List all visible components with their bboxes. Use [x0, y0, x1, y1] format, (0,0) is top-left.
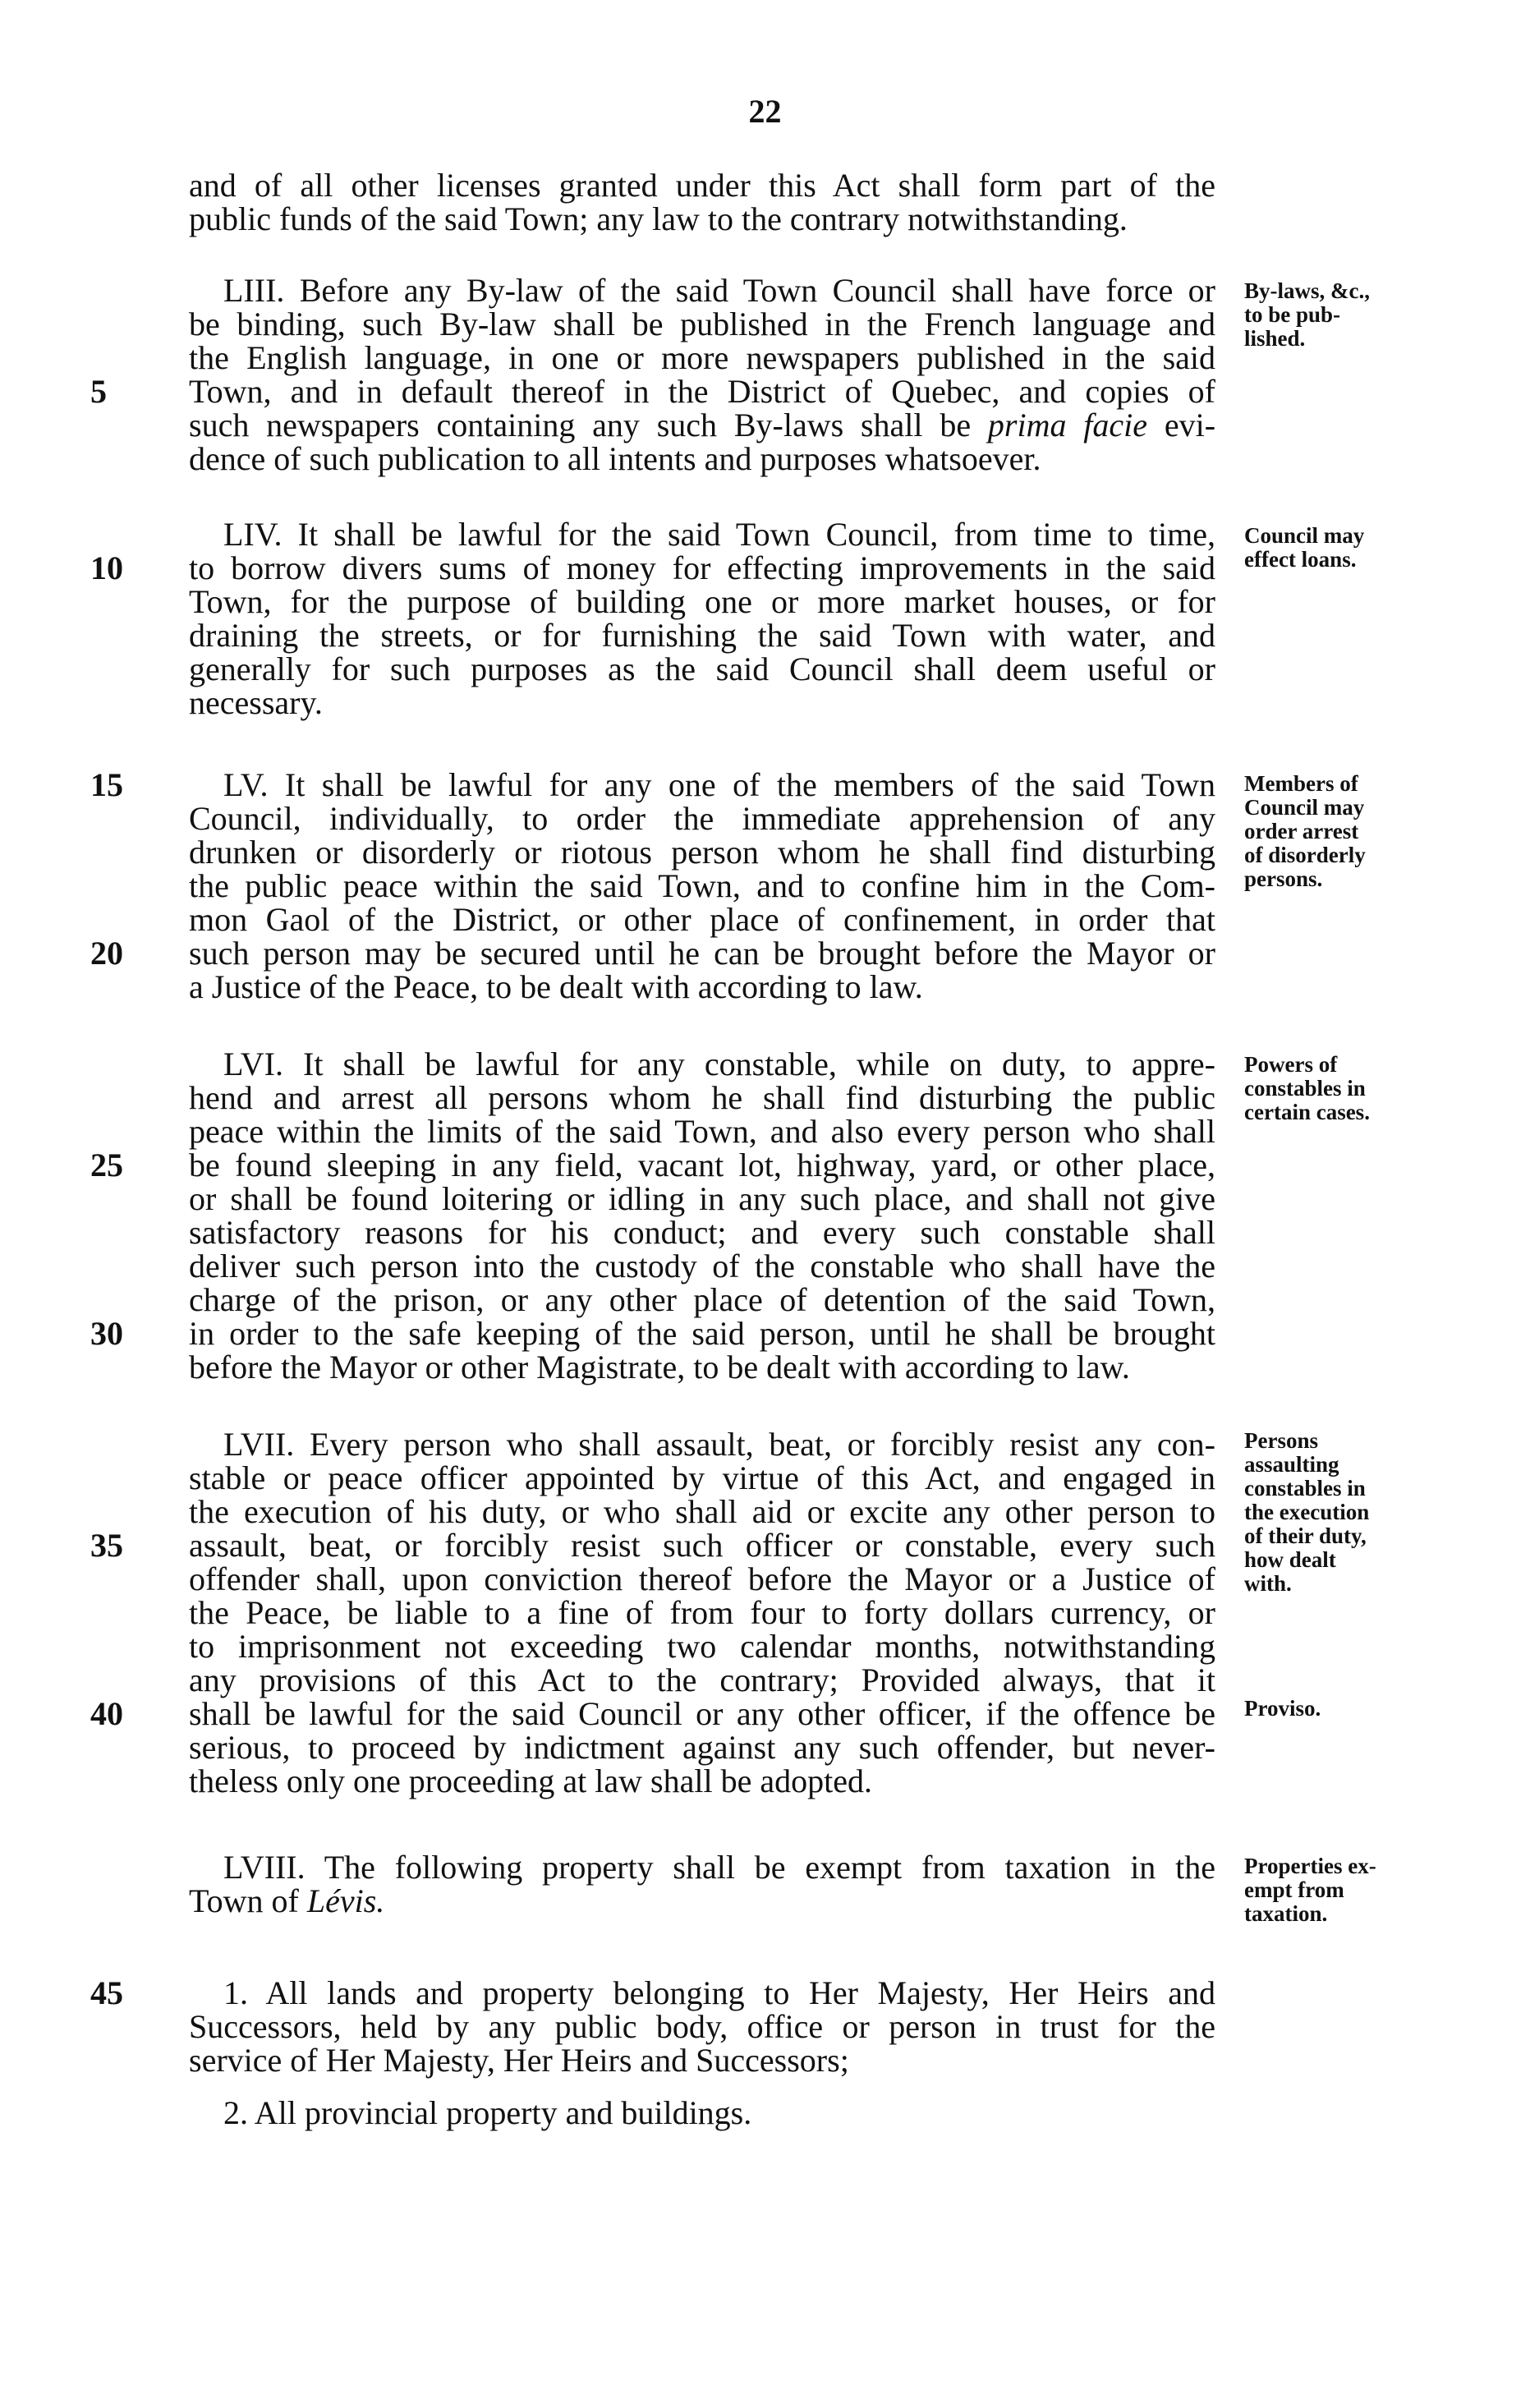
- italic-term: Lévis.: [306, 1882, 385, 1919]
- text-line: the public peace within the said Town, and to confine him in the Com-: [189, 867, 1215, 904]
- text-segment: evi-: [1164, 407, 1216, 443]
- text-line: a Justice of the Peace, to be dealt with according to law.: [189, 968, 923, 1005]
- note-line: to be pub-: [1244, 302, 1341, 327]
- line-number: 40: [90, 1695, 123, 1732]
- text-line: be binding, such By-law shall be published in the French language and: [189, 306, 1215, 342]
- text-line: and of all other licenses granted under this Act shall form part of the: [189, 167, 1215, 204]
- note-line: with.: [1244, 1571, 1292, 1596]
- text-line: hend and arrest all persons whom he shall find disturbing the public: [189, 1079, 1215, 1116]
- line-number: 35: [90, 1527, 123, 1564]
- note-line: assaulting: [1244, 1452, 1339, 1477]
- note-line: Properties ex-: [1244, 1854, 1376, 1878]
- note-line: the execution: [1244, 1500, 1370, 1524]
- note-line: persons.: [1244, 866, 1323, 891]
- text-line: the Peace, be liable to a fine of from four to forty dollars currency, or: [189, 1594, 1215, 1631]
- note-line: constables in: [1244, 1076, 1366, 1101]
- text-line: public funds of the said Town; any law to the contrary notwithstanding.: [189, 200, 1128, 237]
- text-line: LV. It shall be lawful for any one of the members of the said Town: [223, 766, 1215, 803]
- note-line: empt from: [1244, 1877, 1344, 1902]
- note-line: lished.: [1244, 326, 1306, 351]
- text-line: such person may be secured until he can be brought before the Mayor or: [189, 935, 1215, 972]
- note-line: how dealt: [1244, 1547, 1336, 1572]
- note-line: Proviso.: [1244, 1696, 1321, 1721]
- text-line: necessary.: [189, 684, 323, 721]
- line-number: 45: [90, 1974, 123, 2011]
- text-line: serious, to proceed by indictment against any such offender, but never-: [189, 1729, 1215, 1766]
- text-line: the English language, in one or more newspapers published in the said: [189, 339, 1215, 376]
- text-line: service of Her Majesty, Her Heirs and Successors;: [189, 2042, 849, 2079]
- text-line: satisfactory reasons for his conduct; and every such constable shall: [189, 1214, 1215, 1251]
- section-lvi: [189, 1047, 1215, 1384]
- text-line: deliver such person into the custody of the constable who shall have the: [189, 1248, 1215, 1284]
- text-line: LIII. Before any By-law of the said Town Council shall have force or: [223, 272, 1215, 309]
- text-line: generally for such purposes as the said Council shall deem useful or: [189, 650, 1215, 687]
- note-line: Council may: [1244, 795, 1365, 820]
- line-number: 10: [90, 549, 123, 586]
- text-line: draining the streets, or for furnishing the said Town with water, and: [189, 617, 1215, 654]
- note-line: of their duty,: [1244, 1523, 1367, 1548]
- margin-note-lviii: [1244, 1854, 1507, 1926]
- margin-note-lv: [1244, 772, 1507, 891]
- margin-note-proviso: [1244, 1697, 1507, 1721]
- text-line: offender shall, upon conviction thereof before the Mayor or a Justice of: [189, 1560, 1215, 1597]
- text-line: [189, 1884, 1215, 1918]
- text-line: 2. All provincial property and buildings.: [223, 2094, 752, 2131]
- text-line: Council, individually, to order the immediate apprehension of any: [189, 800, 1215, 837]
- text-line: in order to the safe keeping of the said person, until he shall be brought: [189, 1315, 1215, 1352]
- line-number: 30: [90, 1315, 123, 1352]
- item-1: [189, 1976, 1215, 2077]
- text-line: peace within the limits of the said Town, and also every person who shall: [189, 1113, 1215, 1150]
- page-number: 22: [748, 93, 782, 130]
- note-line: taxation.: [1244, 1901, 1328, 1926]
- text-line: before the Mayor or other Magistrate, to be dealt with according to law.: [189, 1349, 1130, 1386]
- note-line: order arrest: [1244, 819, 1359, 843]
- line-number: 20: [90, 935, 123, 972]
- text-line: shall be lawful for the said Council or any other officer, if the offence be: [189, 1695, 1215, 1732]
- text-line: LIV. It shall be lawful for the said Town Council, from time to time,: [223, 516, 1215, 553]
- text-line: LVI. It shall be lawful for any constable, while on duty, to appre-: [223, 1045, 1215, 1082]
- section-lvii: [189, 1427, 1215, 1798]
- margin-note-liv: [1244, 524, 1507, 572]
- line-number: 25: [90, 1147, 123, 1183]
- text-segment: Town of: [189, 1882, 299, 1919]
- line-number: 5: [90, 373, 107, 410]
- text-line: drunken or disorderly or riotous person whom he shall find disturbing: [189, 834, 1215, 871]
- note-line: Persons: [1244, 1428, 1318, 1453]
- text-line: to imprisonment not exceeding two calendar months, notwithstanding: [189, 1628, 1215, 1665]
- text-line: mon Gaol of the District, or other place of confinement, in order that: [189, 901, 1215, 938]
- note-line: Powers of: [1244, 1052, 1338, 1077]
- text-line: or shall be found loitering or idling in any such place, and shall not give: [189, 1180, 1215, 1217]
- text-line: dence of such publication to all intents and purposes whatsoever.: [189, 440, 1041, 477]
- text-segment: such newspapers containing any such By-laws shall be: [189, 407, 972, 443]
- note-line: constables in: [1244, 1476, 1366, 1500]
- text-line: theless only one proceeding at law shall be adopted.: [189, 1762, 872, 1799]
- note-line: effect loans.: [1244, 547, 1357, 572]
- margin-note-lvii: [1244, 1429, 1507, 1596]
- text-line: charge of the prison, or any other place of detention of the said Town,: [189, 1281, 1215, 1318]
- section-lviii: [189, 1850, 1215, 1918]
- item-2: [189, 2096, 1215, 2130]
- paragraph-intro: [189, 168, 1215, 236]
- margin-note-liii: [1244, 279, 1507, 351]
- note-line: of disorderly: [1244, 843, 1366, 867]
- text-line: Successors, held by any public body, office or person in trust for the: [189, 2008, 1215, 2045]
- text-line: the execution of his duty, or who shall aid or excite any other person to: [189, 1493, 1215, 1530]
- line-number: 15: [90, 766, 123, 803]
- section-liii: [189, 273, 1215, 476]
- text-line: Town, and in default thereof in the District of Quebec, and copies of: [189, 373, 1215, 410]
- text-line: stable or peace officer appointed by virtue of this Act, and engaged in: [189, 1459, 1215, 1496]
- text-line: any provisions of this Act to the contrary; Provided always, that it: [189, 1661, 1215, 1698]
- margin-note-lvi: [1244, 1053, 1507, 1124]
- text-line: 1. All lands and property belonging to Her Majesty, Her Heirs and: [223, 1974, 1215, 2011]
- section-liv: [189, 517, 1215, 719]
- note-line: Council may: [1244, 523, 1365, 548]
- note-line: Members of: [1244, 771, 1358, 796]
- text-line: LVIII. The following property shall be exempt from taxation in the: [223, 1849, 1215, 1886]
- text-line: LVII. Every person who shall assault, beat, or forcibly resist any con-: [223, 1426, 1215, 1463]
- text-line: Town, for the purpose of building one or more market houses, or for: [189, 583, 1215, 620]
- text-line: [189, 408, 1215, 442]
- italic-term: prima facie: [987, 407, 1148, 443]
- note-line: certain cases.: [1244, 1100, 1370, 1124]
- section-lv: [189, 768, 1215, 1004]
- note-line: By-laws, &c.,: [1244, 278, 1370, 303]
- text-line: to borrow divers sums of money for effecting improvements in the said: [189, 549, 1215, 586]
- text-line: be found sleeping in any field, vacant lot, highway, yard, or other place,: [189, 1147, 1215, 1183]
- text-line: assault, beat, or forcibly resist such officer or constable, every such: [189, 1527, 1215, 1564]
